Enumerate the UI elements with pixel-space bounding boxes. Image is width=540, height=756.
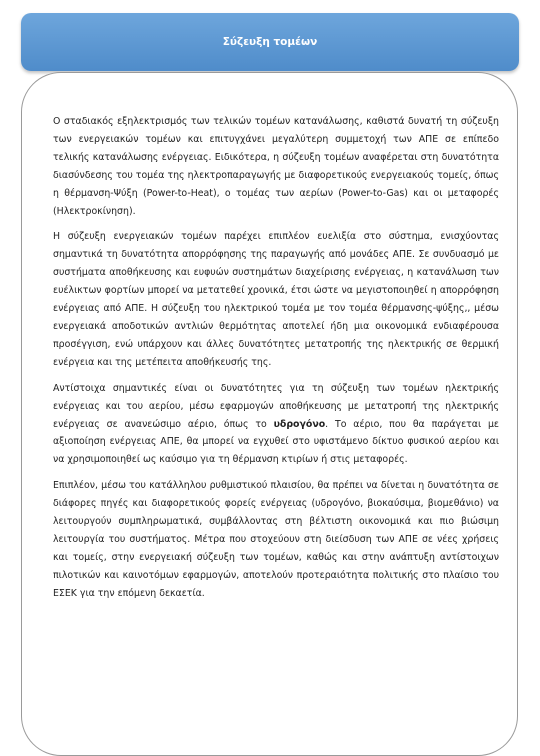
section-title: Σύζευξη τομέων [222,36,318,48]
hydrogen-emphasis: υδρογόνο [273,418,326,430]
paragraph-1: Ο σταδιακός εξηλεκτρισμός των τελικών τομέων κατανάλωσης, καθιστά δυνατή τη σύζευξη των ενεργειακών τομέων και επιτυγχάνει μεγαλύτερη συμμετοχή των ΑΠΕ σε επίπεδο τελικής κατανάλωσης ενέργειας. Ειδικότερα, η σύζευξη τομέων αναφέρεται στη δυνατότητα διασύνδεσης του τομέα της ηλεκτροπαραγωγής με διαφορετικούς ενεργειακούς τομείς, όπως η θέρμανση-Ψύξη (Power-to-Heat), ο τομέας των αερίων (Power-to-Gas) και οι μεταφορές (Ηλεκτροκίνηση). [53,116,499,217]
paragraph-4: Επιπλέον, μέσω του κατάλληλου ρυθμιστικού πλαισίου, θα πρέπει να δίνεται η δυνατότητα σε διάφορες πηγές και διαφορετικούς φορείς ενέργειας (υδρογόνο, βιοκαύσιμα, βιομεθάνιο) να λειτουργούν συμπληρωματικά, συμβάλλοντας στη βέλτιστη οικονομικά και πιο βιώσιμη λειτουργία του συστήματος. Μέτρα που στοχεύουν στη διείσδυση των ΑΠΕ σε νέες χρήσεις και τομείς, στην ενεργειακή σύζευξη των τομέων, καθώς και στην ανάπτυξη αντίστοιχων πιλοτικών και καινοτόμων εφαρμογών, αποτελούν προτεραιότητα πολιτικής στο πλαίσιο του ΕΣΕΚ για την επόμενη δεκαετία. [53,480,499,599]
paragraph-2: Η σύζευξη ενεργειακών τομέων παρέχει επιπλέον ευελιξία στο σύστημα, ενισχύοντας σημαντικά τη δυνατότητα απορρόφησης της παραγωγής από μονάδες ΑΠΕ. Σε συνδυασμό με συστήματα αποθήκευσης και ευφυών συστημάτων διαχείρισης ενέργειας, η κατανάλωση των ευέλικτων φορτίων μπορεί να μετατεθεί χρονικά, έτσι ώστε να μεγιστοποιηθεί η απορρόφηση ενέργειας από ΑΠΕ. Η σύζευξη του ηλεκτρικού τομέα με τον τομέα θέρμανσης-ψύξης,, μέσω ενεργειακά αποδοτικών αντλιών θερμότητας αποτελεί ήδη μια οικονομικά ενδιαφέρουσα προσέγγιση, ενώ υπάρχουν και άλλες δυνατότητες μετατροπής της ηλεκτρικής σε θερμική ενέργεια και της μετέπειτα αποθήκευσής της. [53,231,499,368]
paragraph-3 [53,380,499,470]
paragraph-3-text-start: Αντίστοιχα σημαντικές είναι οι δυνατότητες για τη σύζευξη των τομέων ηλεκτρικής ενέργειας και του αερίου, μέσω εφαρμογών αποθήκευσης με μετατροπή της ηλεκτρικής ενέργειας σε ανανεώσιμο αέριο, όπως το [53,382,499,430]
section-banner [21,13,519,71]
body-text [53,113,499,611]
paragraph-3-text-end: . Το αέριο, που θα παράγεται με αξιοποίηση ενέργειας ΑΠΕ, θα μπορεί να εγχυθεί στο υφιστάμενο δίκτυο φυσικού αερίου και να χρησιμοποιηθεί ως καύσιμο για τη θέρμανση κτιρίων ή στις μεταφορές. [53,418,500,466]
